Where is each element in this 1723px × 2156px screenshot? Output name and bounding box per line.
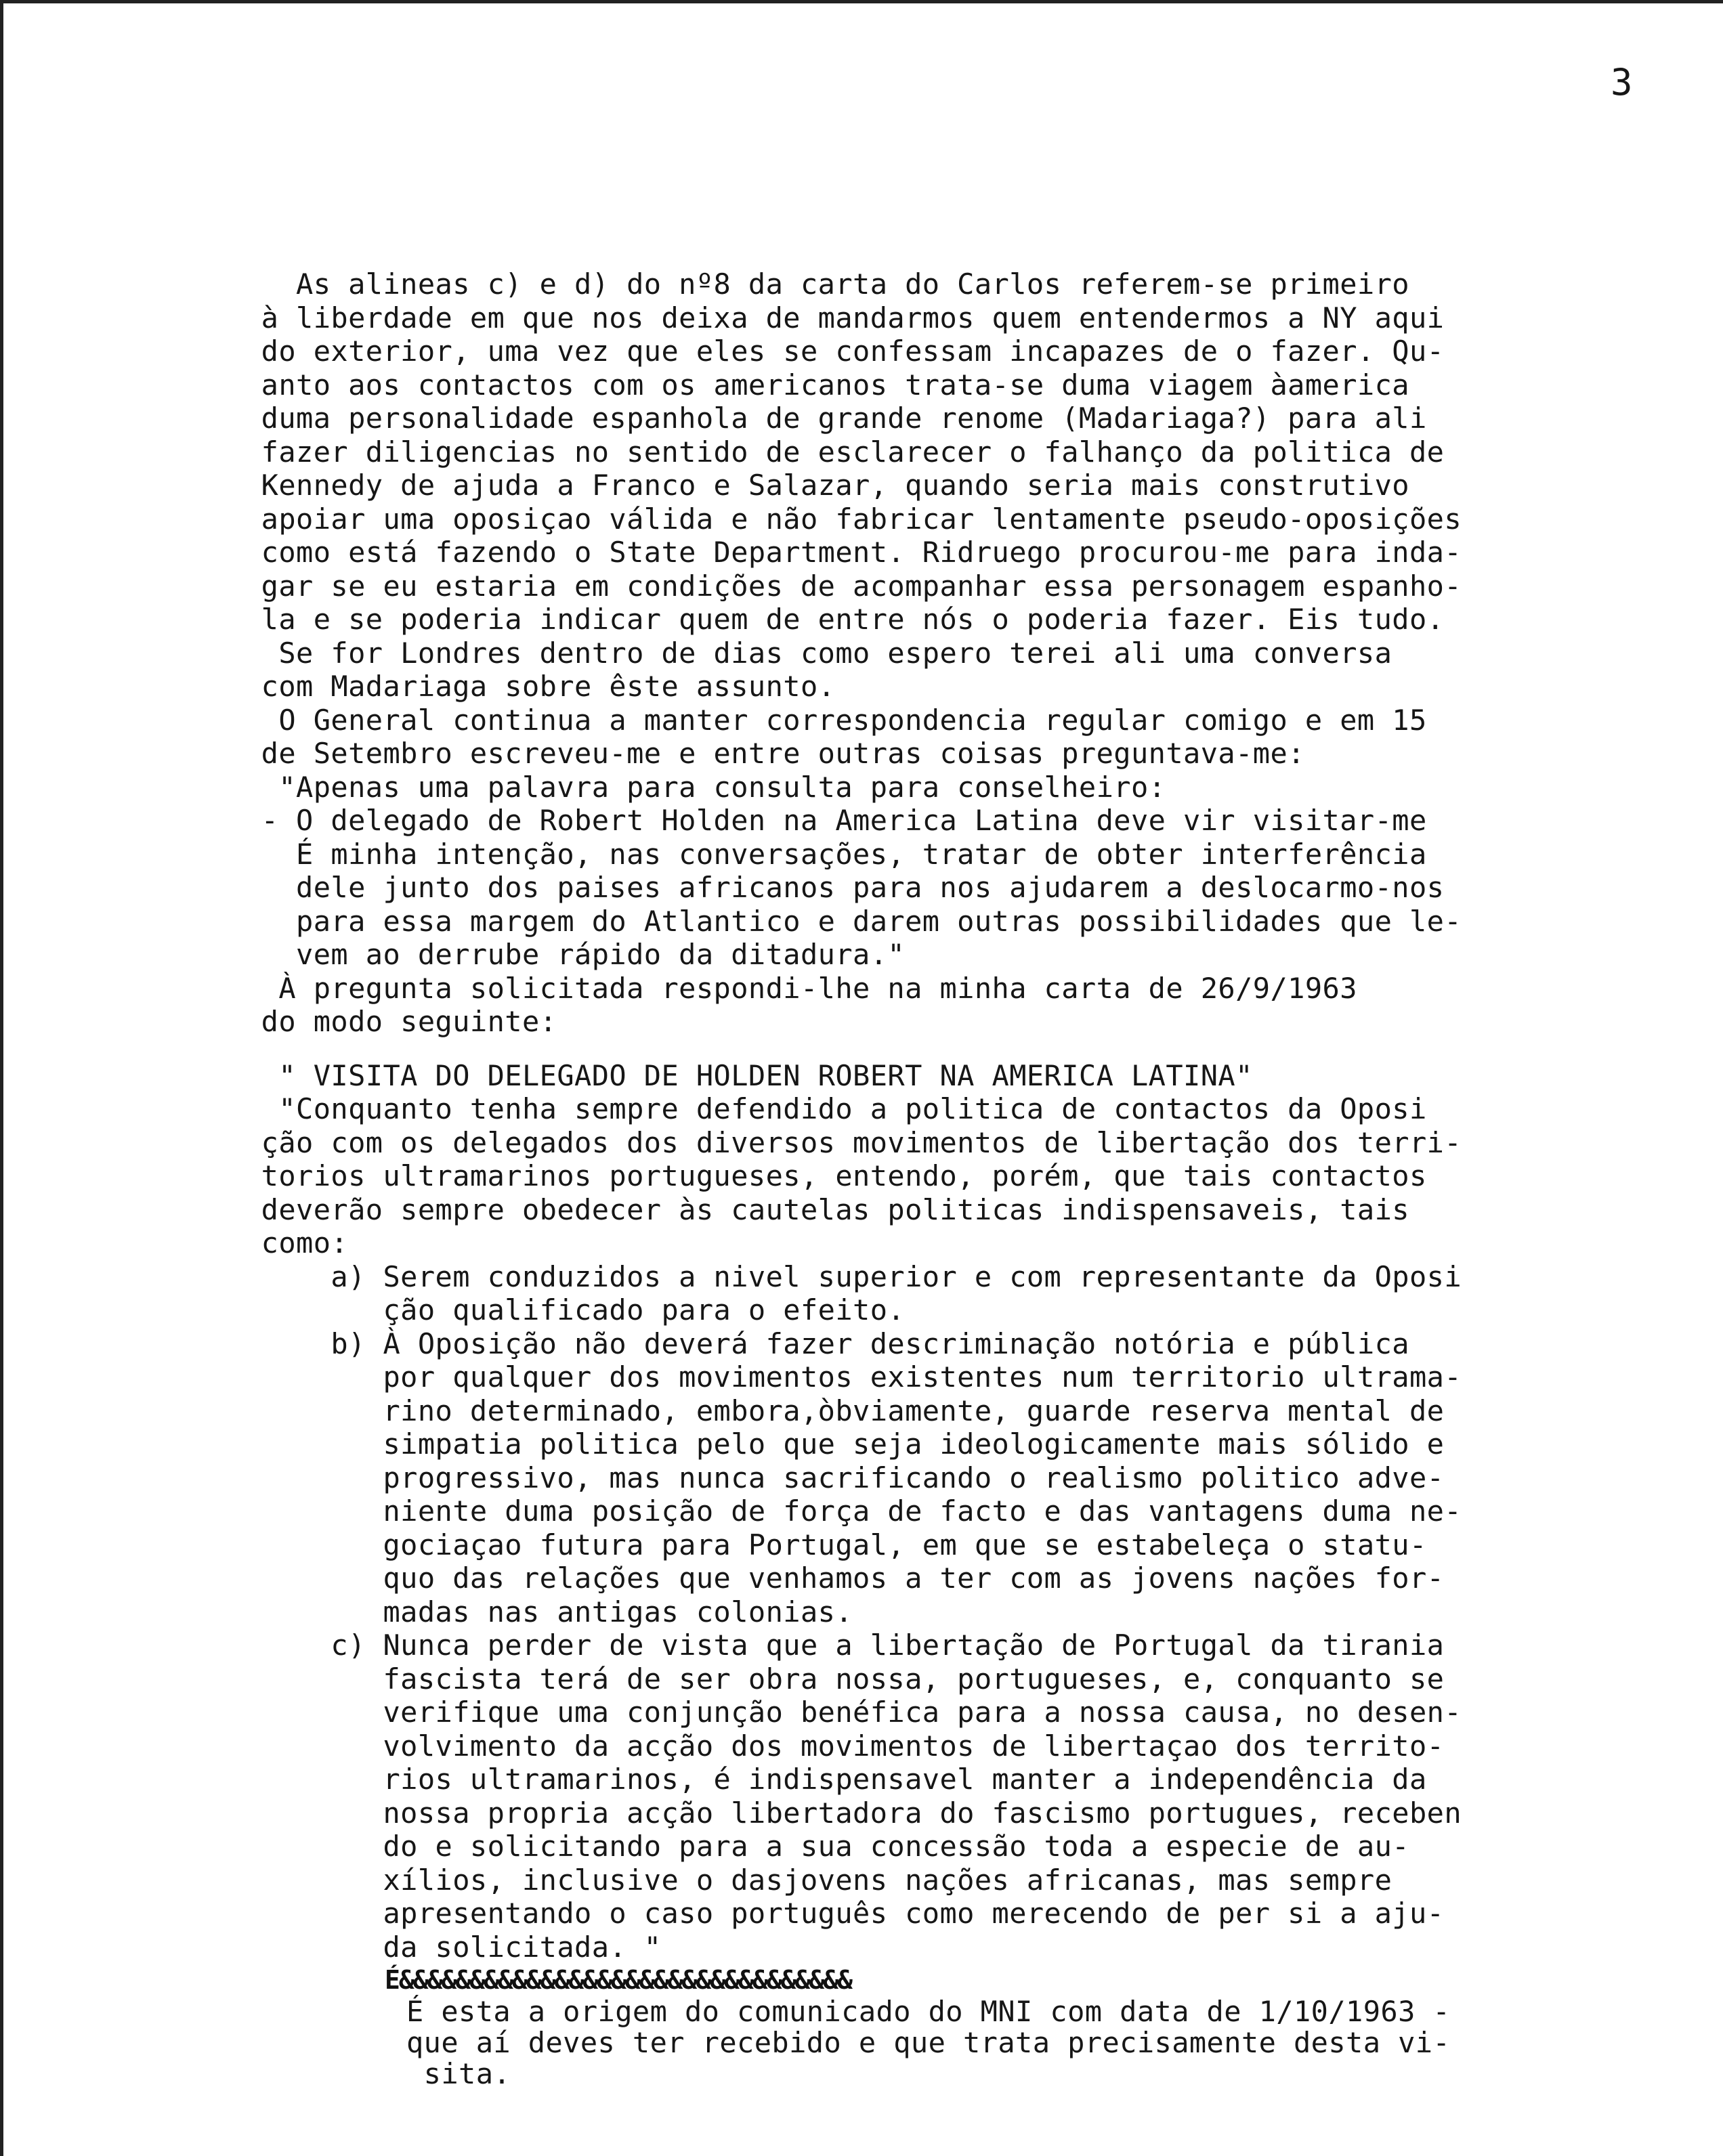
letter-body — [244, 267, 1707, 1964]
quote-line: c) Nunca perder de vista que a libertação de Portugal da tirania — [244, 1629, 1445, 1662]
quote-line: nossa propria acção libertadora do fascismo portugues, receben — [244, 1796, 1462, 1830]
closing-paragraph — [406, 1996, 1693, 2090]
quote-line: ção qualificado para o efeito. — [244, 1293, 906, 1327]
body-line: vem ao derrube rápido da ditadura." — [244, 938, 906, 971]
quote-line: progressivo, mas nunca sacrificando o realismo politico adve- — [244, 1461, 1445, 1494]
body-line: "Apenas uma palavra para consulta para conselheiro: — [244, 770, 1166, 804]
quote-line: verifique uma conjunção benéfica para a nossa causa, no desen- — [244, 1696, 1462, 1729]
quote-line: rino determinado, embora,òbviamente, guarde reserva mental de — [244, 1394, 1445, 1427]
body-line: O General continua a manter correspondencia regular comigo e em 15 — [244, 703, 1427, 737]
body-line: À pregunta solicitada respondi-lhe na minha carta de 26/9/1963 — [244, 971, 1357, 1005]
quote-line: xílios, inclusive o dasjovens nações africanas, mas sempre — [244, 1863, 1392, 1897]
quote-line: deverão sempre obedecer às cautelas politicas indispensaveis, tais — [244, 1192, 1409, 1226]
quote-line: quo das relações que venhamos a ter com as jovens nações for- — [244, 1561, 1445, 1595]
body-line: Kennedy de ajuda a Franco e Salazar, quando seria mais construtivo — [244, 469, 1409, 502]
quote-line: "Conquanto tenha sempre defendido a politica de contactos da Oposi — [244, 1092, 1427, 1125]
body-line: como está fazendo o State Department. Ridruego procurou-me para inda- — [244, 536, 1462, 569]
body-line: à liberdade em que nos deixa de mandarmos quem entendermos a NY aqui — [244, 301, 1445, 335]
body-line: - O delegado de Robert Holden na America Latina deve vir visitar-me — [244, 804, 1427, 837]
quote-line: rios ultramarinos, é indispensavel manter a independência da — [244, 1763, 1427, 1796]
body-line: É minha intenção, nas conversações, tratar de obter interferência — [244, 837, 1427, 871]
quote-line: simpatia politica pelo que seja ideologicamente mais sólido e — [244, 1427, 1445, 1461]
body-line: duma personalidade espanhola de grande renome (Madariaga?) para ali — [244, 402, 1427, 435]
closing-line: que aí deves ter recebido e que trata precisamente desta vi- — [406, 2026, 1451, 2059]
body-line: anto aos contactos com os americanos trata-se duma viagem àamerica — [244, 368, 1409, 402]
quote-line: madas nas antigas colonias. — [244, 1595, 853, 1629]
body-line: fazer diligencias no sentido de esclarecer o falhanço da politica de — [244, 435, 1445, 469]
page-number: 3 — [1611, 61, 1633, 104]
quote-line: apresentando o caso português como merecendo de per si a aju- — [244, 1897, 1445, 1930]
body-line: la e se poderia indicar quem de entre nós o poderia fazer. Eis tudo. — [244, 603, 1445, 636]
body-line: dele junto dos paises africanos para nos ajudarem a deslocarmo-nos — [244, 871, 1445, 904]
quote-line: por qualquer dos movimentos existentes num territorio ultrama- — [244, 1360, 1462, 1394]
body-line: com Madariaga sobre êste assunto. — [244, 670, 836, 703]
scan-border-top — [0, 0, 1723, 3]
quote-line: do e solicitando para a sua concessão toda a especie de au- — [244, 1830, 1409, 1863]
body-line: gar se eu estaria em condições de acompanhar essa personagem espanho- — [244, 569, 1462, 603]
body-line: do modo seguinte: — [244, 1005, 557, 1038]
body-line: Se for Londres dentro de dias como espero terei ali uma conversa — [244, 636, 1392, 670]
body-line: para essa margem do Atlantico e darem outras possibilidades que le- — [244, 904, 1462, 938]
quote-line: ção com os delegados dos diversos movimentos de libertação dos terri- — [244, 1125, 1462, 1159]
quote-line: torios ultramarinos portugueses, entendo, porém, que tais contactos — [244, 1159, 1427, 1192]
body-line: de Setembro escreveu-me e entre outras coisas preguntava-me: — [244, 737, 1305, 770]
closing-line: É esta a origem do comunicado do MNI com data de 1/10/1963 - — [406, 1995, 1451, 2028]
quote-line: b) À Oposição não deverá fazer descriminação notória e pública — [244, 1327, 1409, 1360]
body-line: do exterior, uma vez que eles se confessam incapazes de o fazer. Qu- — [244, 335, 1445, 368]
struck-out-line: É&&&&&&&&&&&&&&&&&&&&&&&&&&&&&&&& — [385, 1965, 851, 1995]
body-line: apoiar uma oposiçao válida e não fabricar lentamente pseudo-oposições — [244, 502, 1462, 536]
quote-line: da solicitada. " — [244, 1930, 662, 1964]
scan-border-left — [0, 0, 3, 2156]
quote-line: como: — [244, 1226, 349, 1259]
quote-line: niente duma posição de força de facto e das vantagens duma ne- — [244, 1494, 1462, 1528]
quote-line: volvimento da acção dos movimentos de libertaçao dos territo- — [244, 1729, 1445, 1763]
quote-title: " VISITA DO DELEGADO DE HOLDEN ROBERT NA AMERICA LATINA" — [244, 1058, 1253, 1092]
quote-line: fascista terá de ser obra nossa, portugueses, e, conquanto se — [244, 1662, 1445, 1696]
closing-line: sita. — [406, 2057, 511, 2090]
body-line: As alineas c) e d) do nº8 da carta do Carlos referem-se primeiro — [244, 267, 1409, 301]
quote-line: gociaçao futura para Portugal, em que se estabeleça o statu- — [244, 1528, 1427, 1561]
quote-line: a) Serem conduzidos a nivel superior e com representante da Oposi — [244, 1259, 1462, 1293]
